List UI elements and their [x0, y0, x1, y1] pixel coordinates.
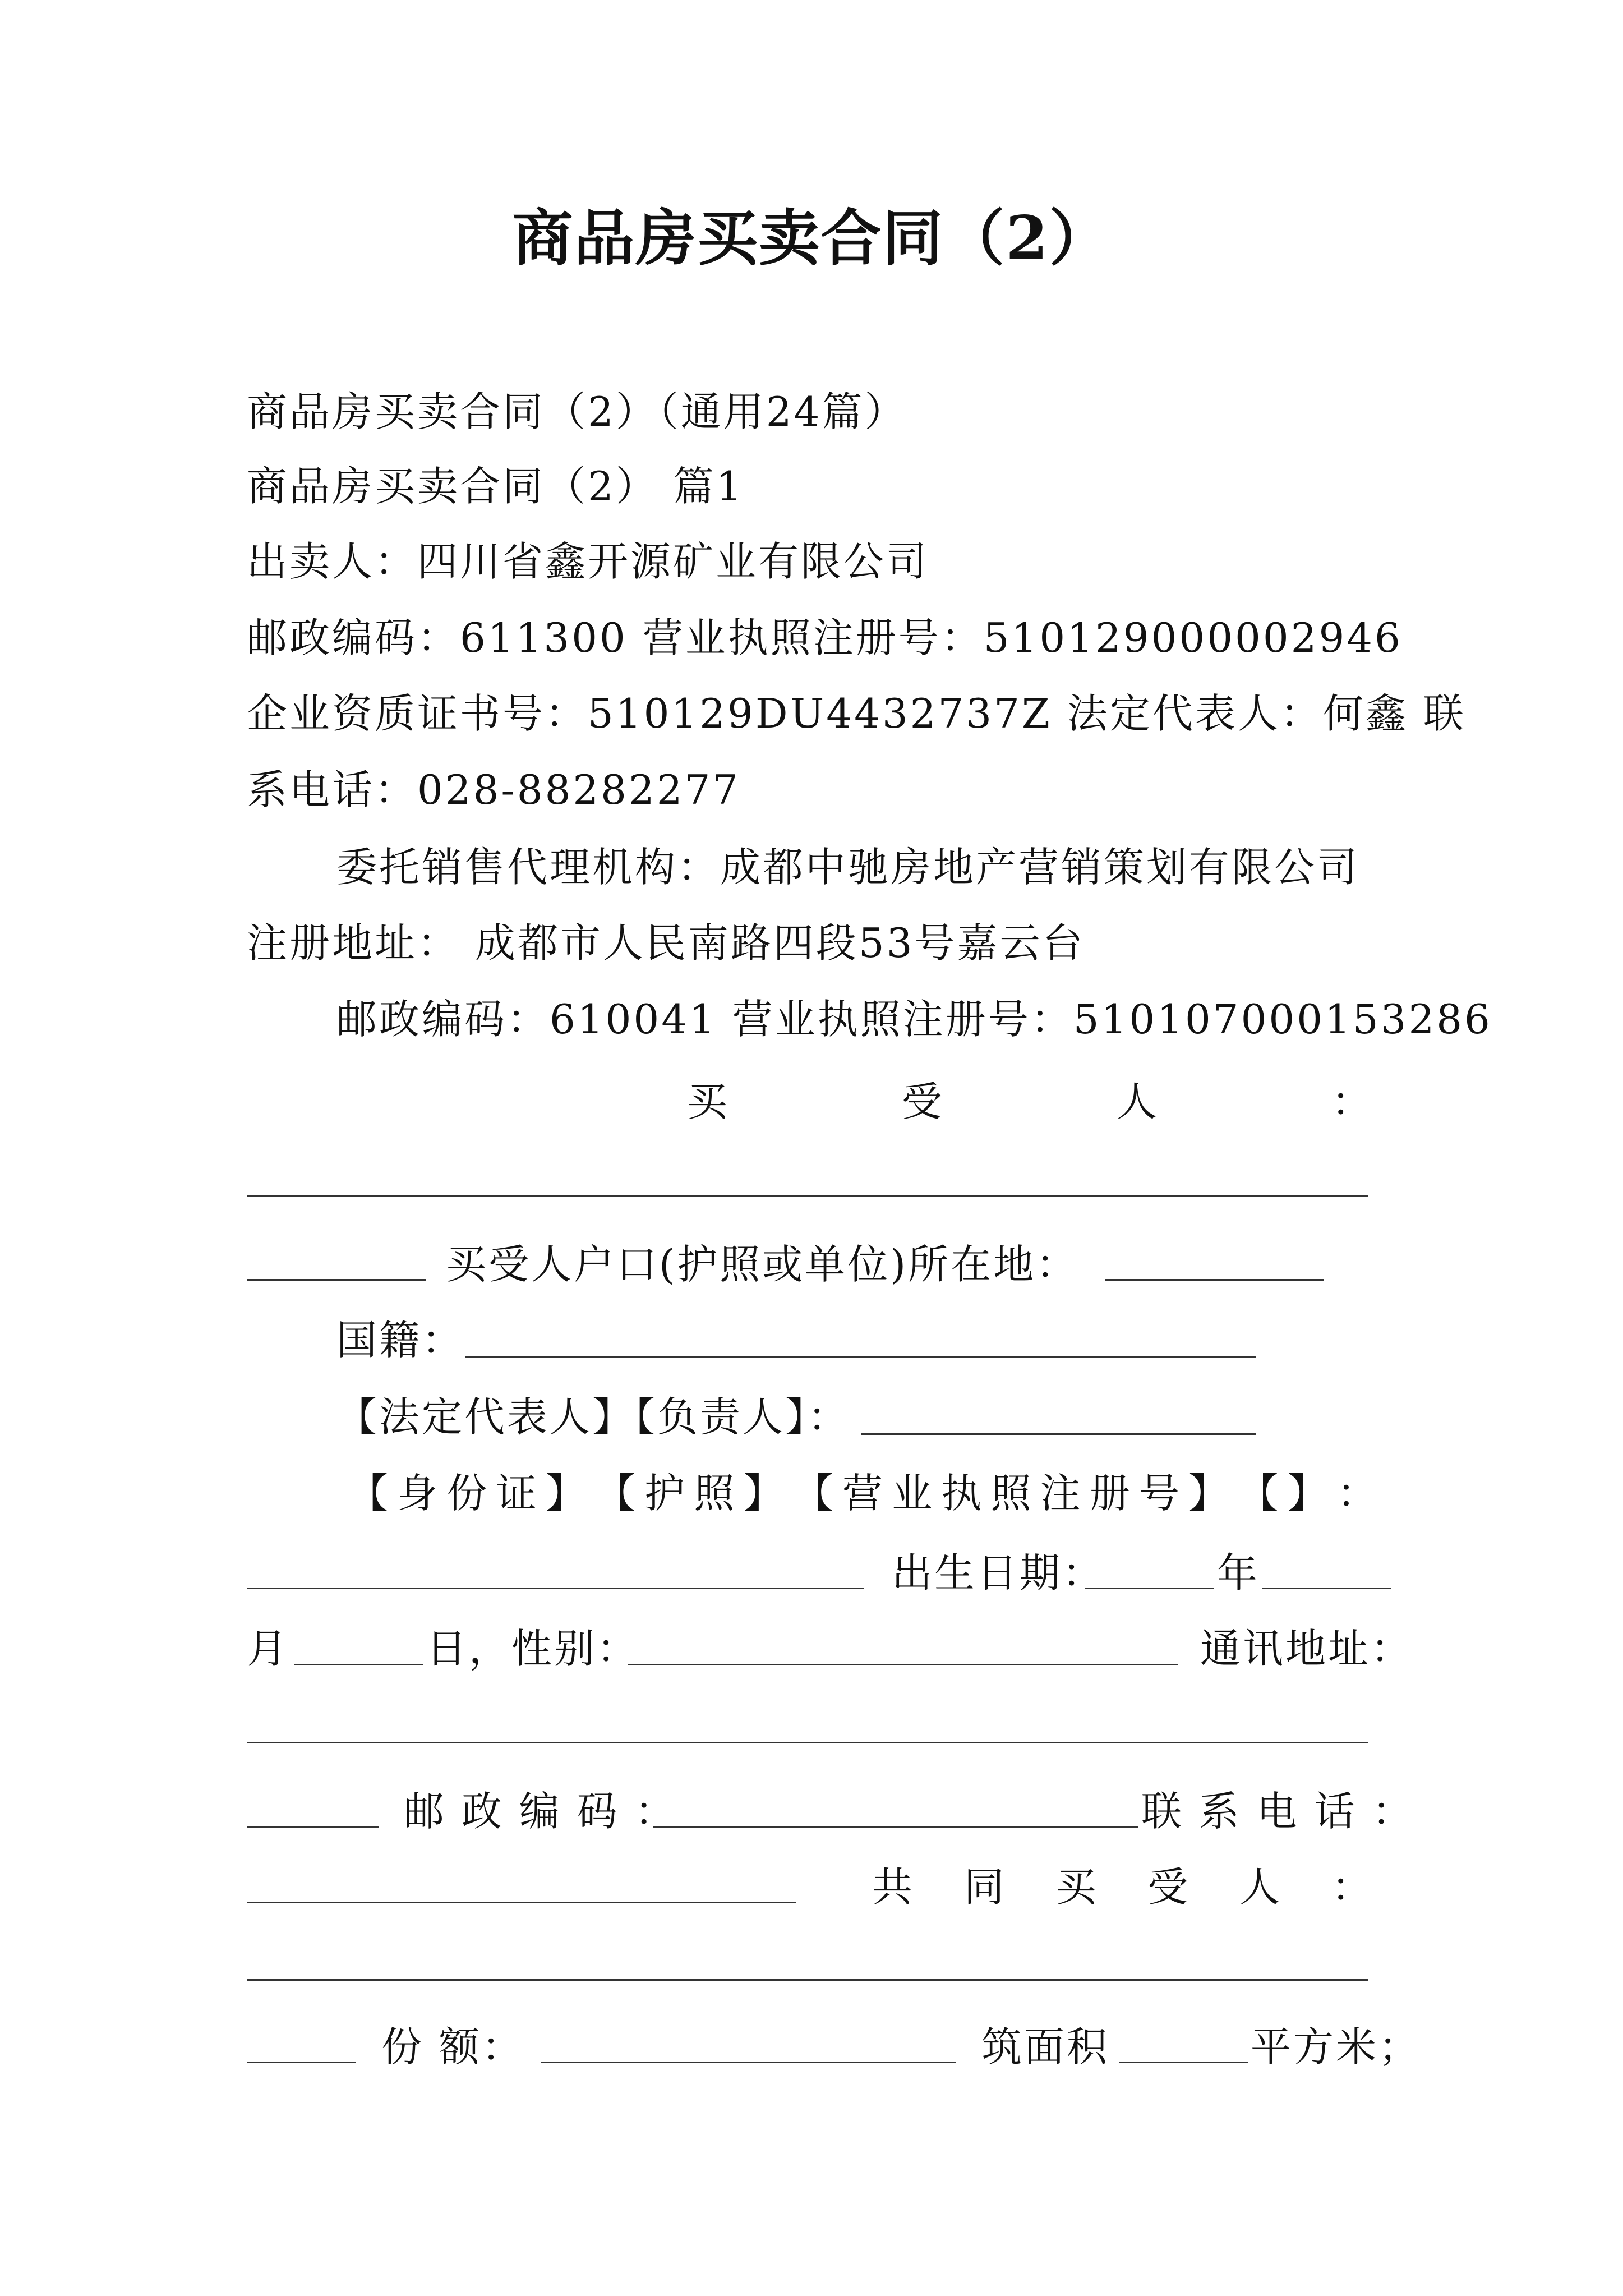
id-char: 身 [397, 1470, 440, 1517]
household-blank[interactable] [1105, 1279, 1324, 1281]
co-buyer-continued-blank[interactable] [247, 2062, 356, 2063]
birth-date-label: 出生日期： [892, 1549, 1105, 1596]
area-blank[interactable] [1119, 2062, 1248, 2063]
co-buyer-char: 同 [963, 1864, 1007, 1911]
buyer-label-row [687, 1069, 1374, 1135]
area-label: 筑面积 [981, 2023, 1110, 2070]
id-char: 【 [348, 1470, 391, 1517]
buyer-name-continued-blank[interactable] [247, 1279, 426, 1281]
buyer-char: ： [1331, 1078, 1374, 1125]
phone-blank[interactable] [247, 1902, 796, 1903]
id-label-row [348, 1460, 1380, 1526]
co-buyer-char: 人 [1239, 1864, 1283, 1911]
postcode-label: 邮 政 编 码 ： [404, 1788, 677, 1835]
agent-address-line: 注册地址： 成都市人民南路四段53号嘉云台 [247, 919, 1085, 967]
id-char: 【 [594, 1470, 638, 1517]
id-char: 照 [694, 1470, 737, 1517]
id-char: 【 [1238, 1470, 1281, 1517]
buyer-name-blank[interactable] [247, 1195, 1368, 1197]
co-buyer-char: 共 [872, 1864, 915, 1911]
month-label: 月 [247, 1625, 290, 1672]
id-char: 执 [941, 1470, 984, 1517]
seller-line: 出卖人：四川省鑫开源矿业有限公司 [247, 538, 929, 585]
co-buyer-char: 买 [1055, 1864, 1099, 1911]
legal-rep-label: 【法定代表人】【负责人】： [336, 1393, 851, 1441]
subtitle-line: 商品房买卖合同（2）（通用24篇） [247, 388, 907, 435]
id-char: 业 [892, 1470, 935, 1517]
co-buyer-char: ： [1331, 1864, 1374, 1911]
buyer-char: 买 [687, 1078, 730, 1125]
co-buyer-blank[interactable] [247, 1979, 1368, 1981]
id-char: 【 [792, 1470, 836, 1517]
id-char: 护 [644, 1470, 688, 1517]
day-gender-label: 日，性别： [426, 1625, 640, 1672]
agent-postcode-line: 邮政编码：610041 营业执照注册号：510107000153286 [336, 996, 1492, 1043]
co-buyer-char: 受 [1147, 1864, 1191, 1911]
id-char: 份 [446, 1470, 490, 1517]
nationality-label: 国籍： [336, 1317, 465, 1364]
share-label: 份 额： [381, 2023, 524, 2070]
id-char: 】 [1188, 1470, 1232, 1517]
id-number-blank[interactable] [247, 1588, 864, 1589]
id-char: 册 [1089, 1470, 1132, 1517]
id-char: 营 [842, 1470, 885, 1517]
address-label: 通讯地址： [1200, 1625, 1414, 1672]
id-char: 】 [743, 1470, 786, 1517]
agent-line: 委托销售代理机构：成都中驰房地产营销策划有限公司 [336, 844, 1360, 891]
postcode-blank[interactable] [653, 1826, 1138, 1828]
phone-label: 联 系 电 话 ： [1141, 1788, 1415, 1835]
legal-rep-blank[interactable] [861, 1433, 1256, 1435]
id-char: 】 [545, 1470, 588, 1517]
id-char: 】 [1287, 1470, 1330, 1517]
seller-postcode-line: 邮政编码：611300 营业执照注册号：510129000002946 [247, 614, 1403, 661]
co-buyer-label-row [872, 1854, 1374, 1920]
seller-qualification-line: 企业资质证书号：510129DU4432737Z 法定代表人：何鑫 联 [247, 690, 1466, 737]
birth-day-blank[interactable] [294, 1664, 423, 1665]
birth-year-blank[interactable] [1085, 1588, 1214, 1589]
buyer-char: 人 [1116, 1078, 1159, 1125]
seller-phone-line: 系电话：028-88282277 [247, 766, 741, 813]
share-blank[interactable] [541, 2062, 956, 2063]
year-label: 年 [1217, 1549, 1260, 1596]
nationality-blank[interactable] [465, 1356, 1256, 1358]
id-char: 注 [1040, 1470, 1083, 1517]
household-label: 买受人户口(护照或单位)所在地： [446, 1241, 1079, 1288]
id-char: ： [1336, 1470, 1380, 1517]
sqm-label: 平方米； [1251, 2023, 1422, 2070]
gender-blank[interactable] [628, 1664, 1178, 1665]
chapter-heading: 商品房买卖合同（2） 篇1 [247, 463, 744, 510]
id-char: 证 [496, 1470, 539, 1517]
buyer-char: 受 [901, 1078, 944, 1125]
birth-month-blank[interactable] [1262, 1588, 1391, 1589]
address-continued-blank[interactable] [247, 1826, 379, 1828]
id-char: 照 [990, 1470, 1034, 1517]
address-blank[interactable] [247, 1742, 1368, 1743]
document-title: 商品房买卖合同（2） [512, 203, 1111, 274]
id-char: 号 [1139, 1470, 1182, 1517]
